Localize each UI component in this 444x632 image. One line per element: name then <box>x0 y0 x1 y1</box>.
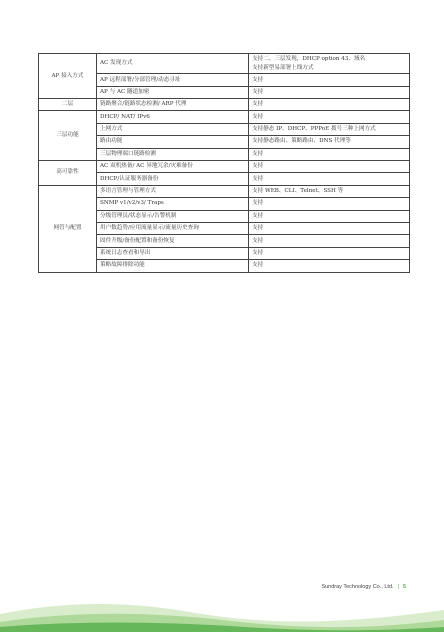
feature-cell: 三层物理端口链路检测 <box>97 148 249 160</box>
support-cell: 支持 <box>249 161 410 173</box>
table-row <box>39 111 410 123</box>
support-cell: 支持 <box>249 223 410 235</box>
feature-cell: DHCP/ NAT/ IPv6 <box>97 111 249 123</box>
feature-cell: AC 双机热备/ AC 异地冗余/灾难备份 <box>97 161 249 173</box>
feature-cell: 多语言管理与管理方式 <box>97 185 249 197</box>
feature-cell: 策略故障排除功能 <box>97 260 249 272</box>
table-row <box>39 185 410 197</box>
feature-cell: 系统日志查看和导出 <box>97 247 249 259</box>
support-cell: 支持二、三层发现，DHCP option 43、域名 支持新型易部署上线方式 <box>249 54 410 74</box>
category-cell: 网管与配置 <box>39 185 97 272</box>
support-cell: 支持 <box>249 99 410 111</box>
support-cell: 支持 <box>249 111 410 123</box>
feature-cell: 链路聚合/链路状态检测/ ARP 代理 <box>97 99 249 111</box>
category-cell: 三层功能 <box>39 111 97 161</box>
table-row <box>39 161 410 173</box>
feature-cell: AP 与 AC 隧道加密 <box>97 86 249 98</box>
support-cell: 支持 <box>249 148 410 160</box>
category-cell: 二层 <box>39 99 97 111</box>
spec-table <box>38 53 410 273</box>
support-cell: 支持 <box>249 210 410 222</box>
feature-cell: 上网方式 <box>97 123 249 135</box>
table-row <box>39 54 410 74</box>
spec-table-body <box>39 54 410 273</box>
feature-cell: AC 发现方式 <box>97 54 249 74</box>
feature-cell: SNMP v1/v2/v3/ Traps <box>97 198 249 210</box>
company-name: Sundray Technology Co., Ltd. <box>321 584 394 590</box>
support-cell: 支持 <box>249 74 410 86</box>
category-cell: AP 接入方式 <box>39 54 97 99</box>
support-cell: 支持 WEB、CLI、Telnet、SSH 等 <box>249 185 410 197</box>
feature-cell: DHCP/认证服务器备份 <box>97 173 249 185</box>
feature-cell: 用户数趋势/应用流量显示/流量历史查询 <box>97 223 249 235</box>
category-cell: 高可靠性 <box>39 161 97 186</box>
page-number: 5 <box>402 584 406 590</box>
feature-cell: 分级管理员/状态显示/告警机制 <box>97 210 249 222</box>
page-footer <box>321 584 406 590</box>
feature-cell: AP 远程部署/分部管理/动态寻址 <box>97 74 249 86</box>
feature-cell: 路由功能 <box>97 136 249 148</box>
feature-cell: 固件升级/备份配置和备份恢复 <box>97 235 249 247</box>
table-row <box>39 99 410 111</box>
footer-separator: | <box>397 584 399 590</box>
support-cell: 支持 <box>249 173 410 185</box>
support-cell: 支持 <box>249 198 410 210</box>
support-cell: 支持静态路由、策略路由、DNS 代理等 <box>249 136 410 148</box>
decorative-wave-graphic <box>0 592 444 632</box>
support-cell: 支持 <box>249 260 410 272</box>
support-cell: 支持 <box>249 235 410 247</box>
support-cell: 支持 <box>249 247 410 259</box>
support-cell: 支持静态 IP、DHCP、PPPoE 拨号三种上网方式 <box>249 123 410 135</box>
support-cell: 支持 <box>249 86 410 98</box>
